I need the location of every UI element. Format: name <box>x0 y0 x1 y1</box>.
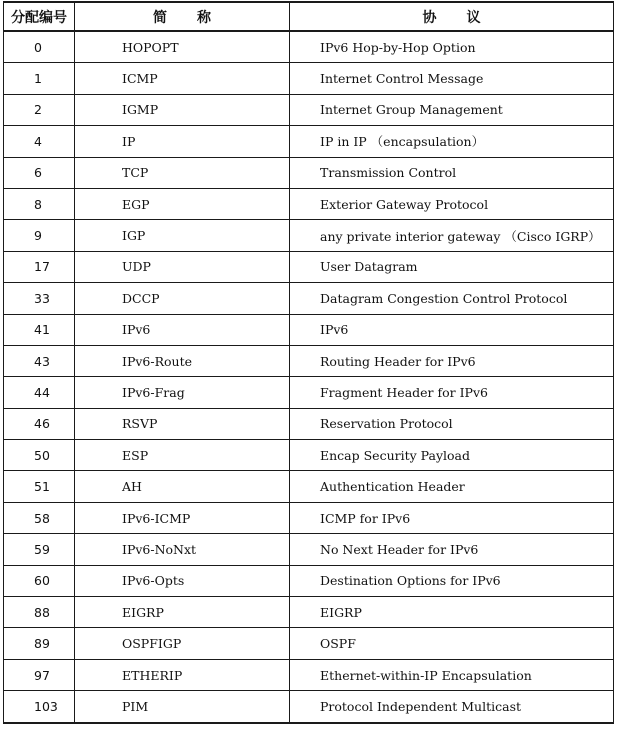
table-row <box>4 502 614 533</box>
table-row <box>4 565 614 596</box>
table-row <box>4 440 614 471</box>
cell-protocol: OSPF <box>290 628 614 659</box>
cell-protocol: User Datagram <box>290 251 614 282</box>
table-row <box>4 283 614 314</box>
cell-abbreviation: IGP <box>75 220 290 251</box>
cell-protocol: Internet Control Message <box>290 63 614 94</box>
cell-protocol: Fragment Header for IPv6 <box>290 377 614 408</box>
cell-abbreviation: TCP <box>75 157 290 188</box>
cell-number: 4 <box>4 126 75 157</box>
cell-abbreviation: ETHERIP <box>75 659 290 690</box>
table-row <box>4 597 614 628</box>
cell-abbreviation: IP <box>75 126 290 157</box>
cell-abbreviation: AH <box>75 471 290 502</box>
cell-abbreviation: IPv6-ICMP <box>75 502 290 533</box>
cell-abbreviation: ICMP <box>75 63 290 94</box>
cell-abbreviation: IPv6 <box>75 314 290 345</box>
cell-number: 51 <box>4 471 75 502</box>
cell-protocol: No Next Header for IPv6 <box>290 534 614 565</box>
cell-number: 88 <box>4 597 75 628</box>
cell-abbreviation: PIM <box>75 691 290 723</box>
table-row <box>4 31 614 63</box>
cell-number: 8 <box>4 188 75 219</box>
cell-protocol: IP in IP （encapsulation） <box>290 126 614 157</box>
cell-abbreviation: IPv6-Route <box>75 345 290 376</box>
cell-protocol: EIGRP <box>290 597 614 628</box>
cell-number: 17 <box>4 251 75 282</box>
table-row <box>4 157 614 188</box>
table-row <box>4 691 614 723</box>
cell-number: 33 <box>4 283 75 314</box>
cell-protocol: Destination Options for IPv6 <box>290 565 614 596</box>
cell-abbreviation: UDP <box>75 251 290 282</box>
cell-abbreviation: ESP <box>75 440 290 471</box>
cell-protocol: IPv6 Hop-by-Hop Option <box>290 31 614 63</box>
cell-number: 44 <box>4 377 75 408</box>
cell-number: 103 <box>4 691 75 723</box>
cell-protocol: Authentication Header <box>290 471 614 502</box>
cell-number: 41 <box>4 314 75 345</box>
table-row <box>4 534 614 565</box>
cell-abbreviation: EGP <box>75 188 290 219</box>
table-row <box>4 345 614 376</box>
cell-protocol: Datagram Congestion Control Protocol <box>290 283 614 314</box>
cell-abbreviation: OSPFIGP <box>75 628 290 659</box>
cell-protocol: Protocol Independent Multicast <box>290 691 614 723</box>
table-row <box>4 220 614 251</box>
table-row <box>4 63 614 94</box>
table-header <box>4 2 614 31</box>
table-row <box>4 408 614 439</box>
cell-abbreviation: DCCP <box>75 283 290 314</box>
cell-protocol: Internet Group Management <box>290 94 614 125</box>
cell-abbreviation: IPv6-Frag <box>75 377 290 408</box>
cell-number: 60 <box>4 565 75 596</box>
cell-protocol: Encap Security Payload <box>290 440 614 471</box>
table-row <box>4 126 614 157</box>
cell-protocol: any private interior gateway （Cisco IGRP） <box>290 220 614 251</box>
cell-number: 89 <box>4 628 75 659</box>
cell-abbreviation: HOPOPT <box>75 31 290 63</box>
cell-protocol: Exterior Gateway Protocol <box>290 188 614 219</box>
cell-number: 46 <box>4 408 75 439</box>
table-row <box>4 659 614 690</box>
cell-protocol: ICMP for IPv6 <box>290 502 614 533</box>
cell-number: 43 <box>4 345 75 376</box>
cell-number: 6 <box>4 157 75 188</box>
table-row <box>4 471 614 502</box>
table-row <box>4 314 614 345</box>
header-number: 分配编号 <box>4 2 75 31</box>
table-row <box>4 628 614 659</box>
cell-number: 97 <box>4 659 75 690</box>
table-row <box>4 188 614 219</box>
cell-number: 1 <box>4 63 75 94</box>
table-row <box>4 377 614 408</box>
table-row <box>4 94 614 125</box>
header-row <box>4 2 614 31</box>
cell-abbreviation: IGMP <box>75 94 290 125</box>
cell-number: 50 <box>4 440 75 471</box>
cell-protocol: Ethernet-within-IP Encapsulation <box>290 659 614 690</box>
cell-abbreviation: IPv6-Opts <box>75 565 290 596</box>
cell-protocol: Transmission Control <box>290 157 614 188</box>
cell-protocol: Routing Header for IPv6 <box>290 345 614 376</box>
cell-protocol: IPv6 <box>290 314 614 345</box>
protocol-number-table <box>3 1 614 724</box>
cell-number: 0 <box>4 31 75 63</box>
cell-number: 2 <box>4 94 75 125</box>
cell-abbreviation: EIGRP <box>75 597 290 628</box>
header-protocol: 协议 <box>290 2 614 31</box>
table-row <box>4 251 614 282</box>
cell-number: 59 <box>4 534 75 565</box>
header-abbreviation: 简称 <box>75 2 290 31</box>
cell-protocol: Reservation Protocol <box>290 408 614 439</box>
cell-number: 58 <box>4 502 75 533</box>
cell-abbreviation: RSVP <box>75 408 290 439</box>
table-body <box>4 31 614 723</box>
cell-number: 9 <box>4 220 75 251</box>
cell-abbreviation: IPv6-NoNxt <box>75 534 290 565</box>
